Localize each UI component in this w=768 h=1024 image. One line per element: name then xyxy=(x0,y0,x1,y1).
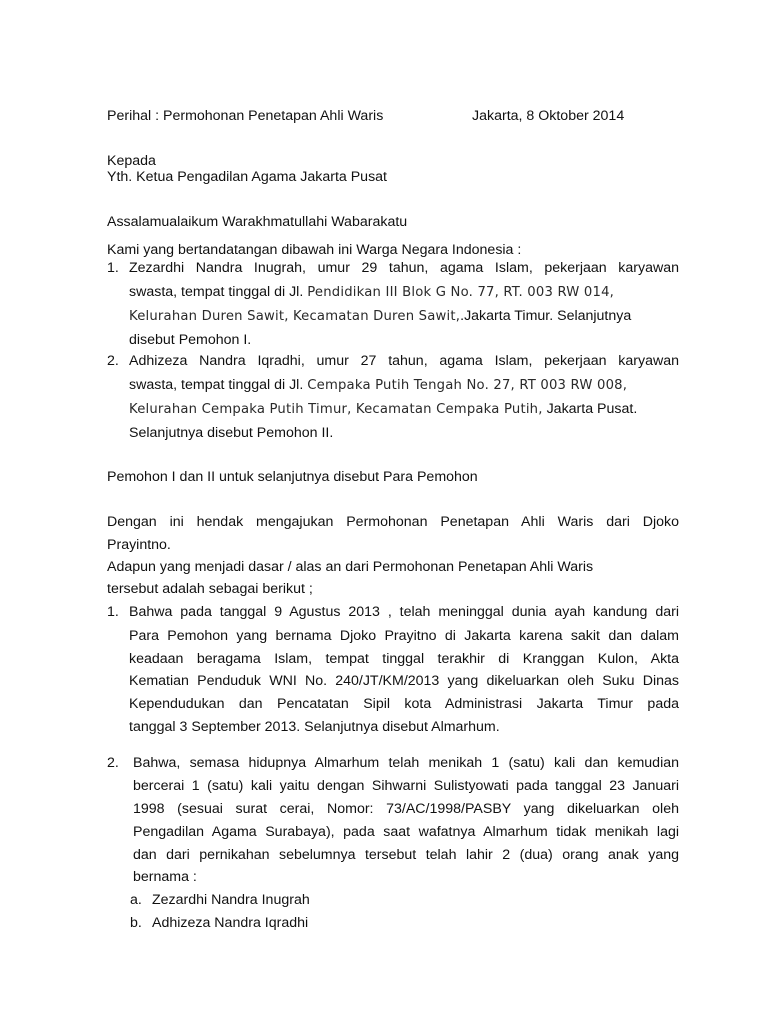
point-number: 2. xyxy=(107,755,119,771)
point-line: Bahwa, semasa hidupnya Almarhum telah menikah 1 (satu) kali dan kemudian xyxy=(133,755,679,771)
point-line: Pengadilan Agama Surabaya), pada saat wafatnya Almarhum tidak menikah lagi xyxy=(133,824,679,840)
child-name: Zezardhi Nandra Inugrah xyxy=(152,892,310,908)
request-line: Prayintno. xyxy=(107,537,171,553)
applicant-line: Selanjutnya disebut Pemohon II. xyxy=(129,425,334,441)
point-line: dan dari pernikahan sebelumnya tersebut telah lahir 2 (dua) orang anak yang xyxy=(133,847,679,863)
point-line: Kematian Penduduk WNI No. 240/JT/KM/2013 yang dikeluarkan oleh Suku Dinas xyxy=(129,673,679,689)
applicant-line xyxy=(129,376,627,395)
child-label: a. xyxy=(130,892,142,908)
child-label: b. xyxy=(130,915,142,931)
address-prefix: swasta, tempat tinggal di Jl. xyxy=(129,284,308,300)
subject-line: Perihal : Permohonan Penetapan Ahli Waris xyxy=(107,108,384,124)
applicant-line xyxy=(129,400,637,419)
applicant-line xyxy=(129,283,614,302)
address-suffix: .Jakarta Timur. Selanjutnya xyxy=(460,308,632,324)
applicant-line: Adhizeza Nandra Iqradhi, umur 27 tahun, agama Islam, pekerjaan karyawan xyxy=(129,353,679,369)
applicant-number: 1. xyxy=(107,260,119,276)
place-date: Jakarta, 8 Oktober 2014 xyxy=(472,108,625,124)
point-line: 1998 (sesuai surat cerai, Nomor: 73/AC/1998/PASBY yang dikeluarkan oleh xyxy=(133,801,679,817)
addressee-recipient: Yth. Ketua Pengadilan Agama Jakarta Pusat xyxy=(107,169,387,185)
request-line: Adapun yang menjadi dasar / alas an dari Permohonan Penetapan Ahli Waris xyxy=(107,559,594,575)
intro-text: Kami yang bertandatangan dibawah ini Warga Negara Indonesia : xyxy=(107,242,522,258)
address-prefix: swasta, tempat tinggal di Jl. xyxy=(129,377,308,393)
request-line: Dengan ini hendak mengajukan Permohonan Penetapan Ahli Waris dari Djoko xyxy=(107,514,679,530)
applicant-line xyxy=(129,307,631,326)
point-line: tanggal 3 September 2013. Selanjutnya disebut Almarhum. xyxy=(129,719,500,735)
address-handwritten: Cempaka Putih Tengah No. 27, RT 003 RW 008, xyxy=(307,378,628,393)
request-line: tersebut adalah sebagai berikut ; xyxy=(107,581,313,597)
addressee-to: Kepada xyxy=(107,153,156,169)
point-line: bercerai 1 (satu) kali yaitu dengan Sihwarni Sulistyowati pada tanggal 23 Januari xyxy=(133,778,679,794)
applicant-line: disebut Pemohon I. xyxy=(129,332,252,348)
parties-note: Pemohon I dan II untuk selanjutnya disebut Para Pemohon xyxy=(107,469,478,485)
greeting: Assalamualaikum Warakhmatullahi Wabarakatu xyxy=(107,214,408,230)
point-number: 1. xyxy=(107,604,119,620)
point-line: Para Pemohon yang bernama Djoko Prayitno di Jakarta karena sakit dan dalam xyxy=(129,628,679,644)
point-line: Bahwa pada tanggal 9 Agustus 2013 , telah meninggal dunia ayah kandung dari xyxy=(129,604,679,620)
address-handwritten: Kelurahan Duren Sawit, Kecamatan Duren Sawit, xyxy=(129,309,461,324)
applicant-number: 2. xyxy=(107,353,119,369)
applicant-line: Zezardhi Nandra Inugrah, umur 29 tahun, agama Islam, pekerjaan karyawan xyxy=(129,260,679,276)
address-suffix: Jakarta Pusat. xyxy=(542,401,638,417)
child-name: Adhizeza Nandra Iqradhi xyxy=(152,915,309,931)
point-line: bernama : xyxy=(133,869,197,885)
point-line: keadaan beragama Islam, tempat tinggal terakhir di Kranggan Kulon, Akta xyxy=(129,651,679,667)
address-handwritten: Pendidikan III Blok G No. 77, RT. 003 RW 014, xyxy=(307,285,615,300)
point-line: Kependudukan dan Pencatatan Sipil kota Administrasi Jakarta Timur pada xyxy=(129,696,679,712)
address-handwritten: Kelurahan Cempaka Putih Timur, Kecamatan Cempaka Putih, xyxy=(129,402,543,417)
